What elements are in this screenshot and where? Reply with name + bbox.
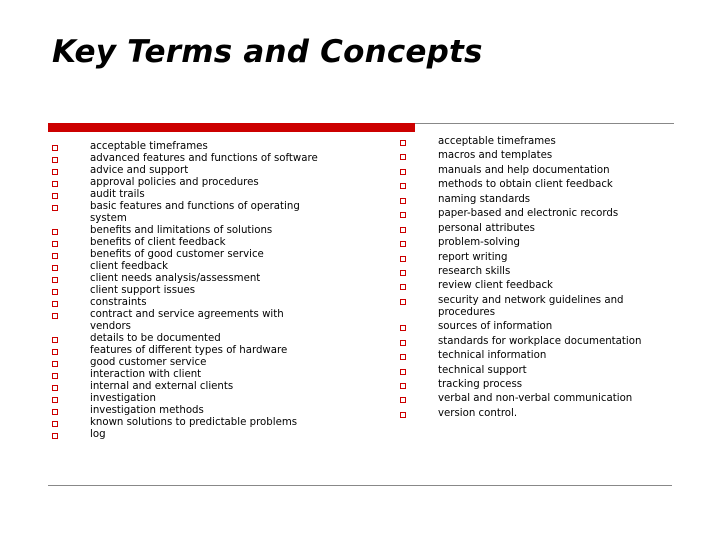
list-item bbox=[50, 345, 350, 357]
list-item bbox=[398, 165, 674, 177]
hollow-square-bullet-icon bbox=[52, 433, 58, 439]
top-divider bbox=[415, 123, 674, 124]
list-item bbox=[50, 225, 350, 237]
hollow-square-bullet-icon bbox=[400, 241, 406, 247]
hollow-square-bullet-icon bbox=[52, 181, 58, 187]
hollow-square-bullet-icon bbox=[52, 277, 58, 283]
list-item bbox=[398, 208, 674, 220]
list-item bbox=[398, 136, 674, 148]
hollow-square-bullet-icon bbox=[400, 169, 406, 175]
list-item bbox=[50, 249, 350, 261]
list-item bbox=[398, 350, 674, 362]
term-label: manuals and help documentation bbox=[438, 164, 610, 176]
hollow-square-bullet-icon bbox=[400, 340, 406, 346]
hollow-square-bullet-icon bbox=[400, 354, 406, 360]
hollow-square-bullet-icon bbox=[52, 421, 58, 427]
list-item bbox=[398, 194, 674, 206]
list-item bbox=[398, 365, 674, 377]
hollow-square-bullet-icon bbox=[400, 183, 406, 189]
list-item bbox=[50, 153, 350, 165]
term-label: log bbox=[90, 429, 106, 440]
list-item bbox=[398, 336, 674, 348]
term-label: personal attributes bbox=[438, 222, 535, 234]
hollow-square-bullet-icon bbox=[52, 385, 58, 391]
hollow-square-bullet-icon bbox=[52, 361, 58, 367]
term-label: details to be documented bbox=[90, 333, 221, 344]
term-label: security and network guidelines and procedures bbox=[438, 294, 624, 318]
hollow-square-bullet-icon bbox=[52, 157, 58, 163]
term-label: benefits and limitations of solutions bbox=[90, 225, 273, 236]
term-label: benefits of good customer service bbox=[90, 249, 264, 260]
list-item bbox=[50, 165, 350, 177]
hollow-square-bullet-icon bbox=[52, 349, 58, 355]
right-term-list bbox=[398, 136, 674, 422]
term-label: client feedback bbox=[90, 261, 169, 272]
term-label: technical information bbox=[438, 350, 547, 362]
term-label: version control. bbox=[438, 407, 518, 419]
list-item bbox=[50, 429, 350, 441]
left-term-list bbox=[50, 141, 350, 441]
hollow-square-bullet-icon bbox=[52, 229, 58, 235]
hollow-square-bullet-icon bbox=[400, 412, 406, 418]
hollow-square-bullet-icon bbox=[52, 337, 58, 343]
list-item bbox=[50, 273, 350, 285]
list-item bbox=[50, 381, 350, 393]
term-label: constraints bbox=[90, 297, 147, 308]
list-item bbox=[50, 201, 350, 225]
hollow-square-bullet-icon bbox=[400, 299, 406, 305]
list-item bbox=[50, 285, 350, 297]
term-label: investigation methods bbox=[90, 405, 204, 416]
hollow-square-bullet-icon bbox=[52, 253, 58, 259]
term-label: approval policies and procedures bbox=[90, 177, 259, 188]
hollow-square-bullet-icon bbox=[52, 397, 58, 403]
hollow-square-bullet-icon bbox=[52, 409, 58, 415]
list-item bbox=[50, 393, 350, 405]
hollow-square-bullet-icon bbox=[52, 193, 58, 199]
term-label: problem-solving bbox=[438, 237, 520, 249]
term-label: client support issues bbox=[90, 285, 196, 296]
hollow-square-bullet-icon bbox=[52, 241, 58, 247]
term-label: sources of information bbox=[438, 321, 553, 333]
term-label: standards for workplace documentation bbox=[438, 335, 642, 347]
list-item bbox=[50, 297, 350, 309]
term-label: acceptable timeframes bbox=[90, 141, 208, 152]
list-item bbox=[398, 295, 674, 319]
list-item bbox=[50, 333, 350, 345]
term-label: advice and support bbox=[90, 165, 189, 176]
hollow-square-bullet-icon bbox=[52, 301, 58, 307]
list-item bbox=[50, 141, 350, 153]
list-item bbox=[50, 357, 350, 369]
hollow-square-bullet-icon bbox=[52, 313, 58, 319]
hollow-square-bullet-icon bbox=[400, 284, 406, 290]
list-item bbox=[50, 177, 350, 189]
hollow-square-bullet-icon bbox=[52, 145, 58, 151]
list-item bbox=[50, 261, 350, 273]
hollow-square-bullet-icon bbox=[400, 325, 406, 331]
term-label: verbal and non-verbal communication bbox=[438, 393, 633, 405]
term-label: acceptable timeframes bbox=[438, 136, 556, 147]
hollow-square-bullet-icon bbox=[400, 397, 406, 403]
term-label: report writing bbox=[438, 251, 508, 263]
list-item bbox=[50, 309, 350, 333]
list-item bbox=[398, 321, 674, 333]
hollow-square-bullet-icon bbox=[400, 383, 406, 389]
hollow-square-bullet-icon bbox=[400, 140, 406, 146]
term-label: tracking process bbox=[438, 379, 523, 390]
term-label: methods to obtain client feedback bbox=[438, 179, 613, 191]
term-label: client needs analysis/assessment bbox=[90, 273, 261, 284]
term-label: naming standards bbox=[438, 193, 531, 205]
list-item bbox=[50, 237, 350, 249]
term-label: internal and external clients bbox=[90, 381, 234, 392]
hollow-square-bullet-icon bbox=[400, 212, 406, 218]
list-item bbox=[398, 237, 674, 249]
hollow-square-bullet-icon bbox=[52, 373, 58, 379]
hollow-square-bullet-icon bbox=[400, 369, 406, 375]
term-label: research skills bbox=[438, 265, 511, 277]
hollow-square-bullet-icon bbox=[400, 198, 406, 204]
list-item bbox=[398, 223, 674, 235]
hollow-square-bullet-icon bbox=[52, 265, 58, 271]
slide-title: Key Terms and Concepts bbox=[52, 34, 483, 70]
term-label: interaction with client bbox=[90, 369, 202, 380]
term-label: review client feedback bbox=[438, 280, 553, 292]
term-label: audit trails bbox=[90, 189, 145, 200]
list-item bbox=[50, 417, 350, 429]
list-item bbox=[50, 369, 350, 381]
list-item bbox=[398, 393, 674, 405]
term-label: contract and service agreements with vendors bbox=[90, 309, 284, 332]
hollow-square-bullet-icon bbox=[400, 154, 406, 160]
term-label: advanced features and functions of software bbox=[90, 153, 318, 164]
hollow-square-bullet-icon bbox=[400, 227, 406, 233]
list-item bbox=[398, 379, 674, 391]
list-item bbox=[398, 266, 674, 278]
hollow-square-bullet-icon bbox=[400, 270, 406, 276]
hollow-square-bullet-icon bbox=[52, 169, 58, 175]
term-label: investigation bbox=[90, 393, 156, 404]
list-item bbox=[50, 405, 350, 417]
term-label: features of different types of hardware bbox=[90, 345, 288, 356]
list-item bbox=[398, 179, 674, 191]
term-label: technical support bbox=[438, 364, 527, 376]
list-item bbox=[398, 408, 674, 420]
list-item bbox=[398, 252, 674, 264]
list-item bbox=[398, 150, 674, 162]
hollow-square-bullet-icon bbox=[400, 256, 406, 262]
bottom-divider bbox=[48, 485, 672, 486]
list-item bbox=[398, 280, 674, 292]
term-label: known solutions to predictable problems bbox=[90, 417, 298, 428]
term-label: macros and templates bbox=[438, 150, 553, 162]
term-label: benefits of client feedback bbox=[90, 237, 226, 248]
term-label: paper-based and electronic records bbox=[438, 208, 619, 220]
hollow-square-bullet-icon bbox=[52, 205, 58, 211]
title-accent-bar bbox=[48, 123, 415, 132]
term-label: good customer service bbox=[90, 357, 207, 368]
list-item bbox=[50, 189, 350, 201]
term-label: basic features and functions of operating system bbox=[90, 201, 300, 224]
hollow-square-bullet-icon bbox=[52, 289, 58, 295]
